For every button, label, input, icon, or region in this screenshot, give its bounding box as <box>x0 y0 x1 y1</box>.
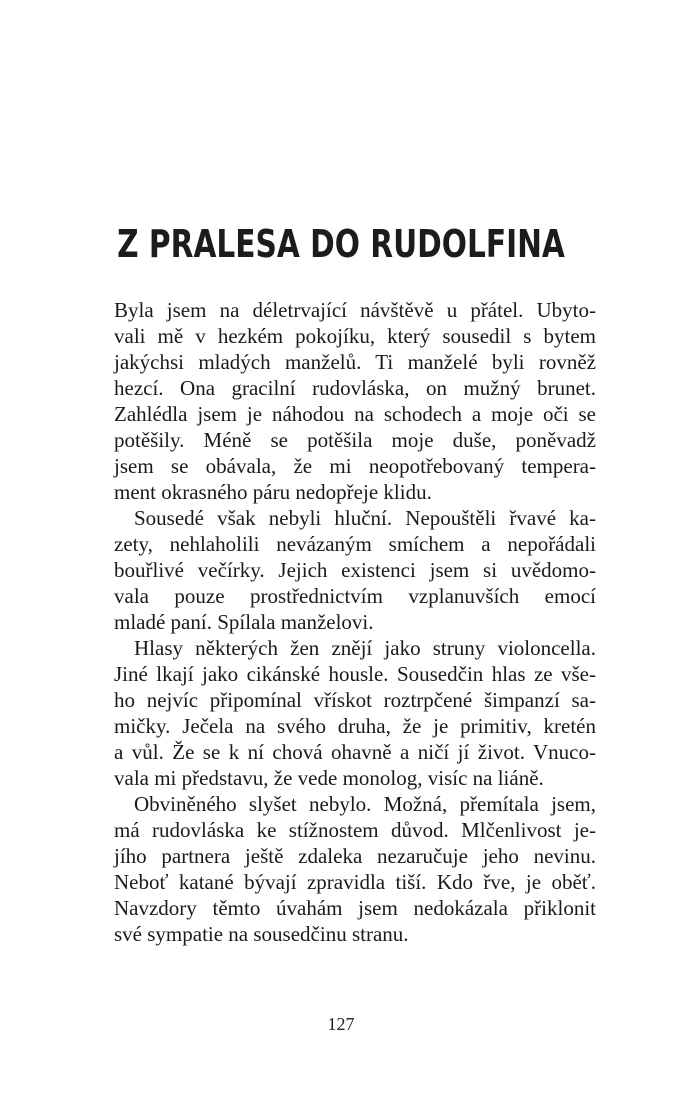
text-line: hezcí. Ona gracilní rudovláska, on mužný brunet. <box>114 376 596 400</box>
text-line: a vůl. Že se k ní chová ohavně a ničí jí život. Vnuco- <box>114 740 596 764</box>
text-line: vala pouze prostřednictvím vzplanuvších emocí <box>114 584 596 608</box>
chapter-title: Z PRALESA DO RUDOLFINA <box>117 222 565 266</box>
text-line: Navzdory těmto úvahám jsem nedokázala přiklonit <box>114 896 596 920</box>
text-line: Sousedé však nebyli hluční. Nepouštěli řvavé ka- <box>134 506 596 530</box>
text-line: mladé paní. Spílala manželovi. <box>114 610 374 634</box>
text-line: Hlasy některých žen znějí jako struny violoncella. <box>134 636 596 660</box>
text-line: bouřlivé večírky. Jejich existenci jsem si uvědomo- <box>114 558 596 582</box>
text-line: jsem se obávala, že mi neopotřebovaný tempera- <box>114 454 596 478</box>
text-line: ho nejvíc připomínal vřískot roztrpčené šimpanzí sa- <box>114 688 596 712</box>
text-line: mičky. Ječela na svého druha, že je primitiv, kretén <box>114 714 596 738</box>
text-line: vali mě v hezkém pokojíku, který sousedil s bytem <box>114 324 596 348</box>
text-line: potěšily. Méně se potěšila moje duše, poněvadž <box>114 428 596 452</box>
text-line: jakýchsi mladých manželů. Ti manželé byli rovněž <box>114 350 596 374</box>
text-line: vala mi představu, že vede monolog, visíc na liáně. <box>114 766 544 790</box>
text-line: zety, nehlaholili nevázaným smíchem a nepořádali <box>114 532 596 556</box>
text-line: Neboť katané bývají zpravidla tiší. Kdo řve, je oběť. <box>114 870 596 894</box>
text-line: Byla jsem na déletrvající návštěvě u přátel. Ubyto- <box>114 298 596 322</box>
text-line: má rudovláska ke stížnostem důvod. Mlčenlivost je- <box>114 818 596 842</box>
page-number: 127 <box>327 1014 355 1034</box>
text-line: své sympatie na sousedčinu stranu. <box>114 922 409 946</box>
text-line: jího partnera ještě zdaleka nezaručuje jeho nevinu. <box>114 844 596 868</box>
text-line: Obviněného slyšet nebylo. Možná, přemítala jsem, <box>134 792 596 816</box>
text-line: Jiné lkají jako cikánské housle. Sousedčin hlas ze vše- <box>114 662 596 686</box>
body-text <box>114 297 596 947</box>
text-line: Zahlédla jsem je náhodou na schodech a moje oči se <box>114 402 596 426</box>
text-line: ment okrasného páru nedopřeje klidu. <box>114 480 432 504</box>
